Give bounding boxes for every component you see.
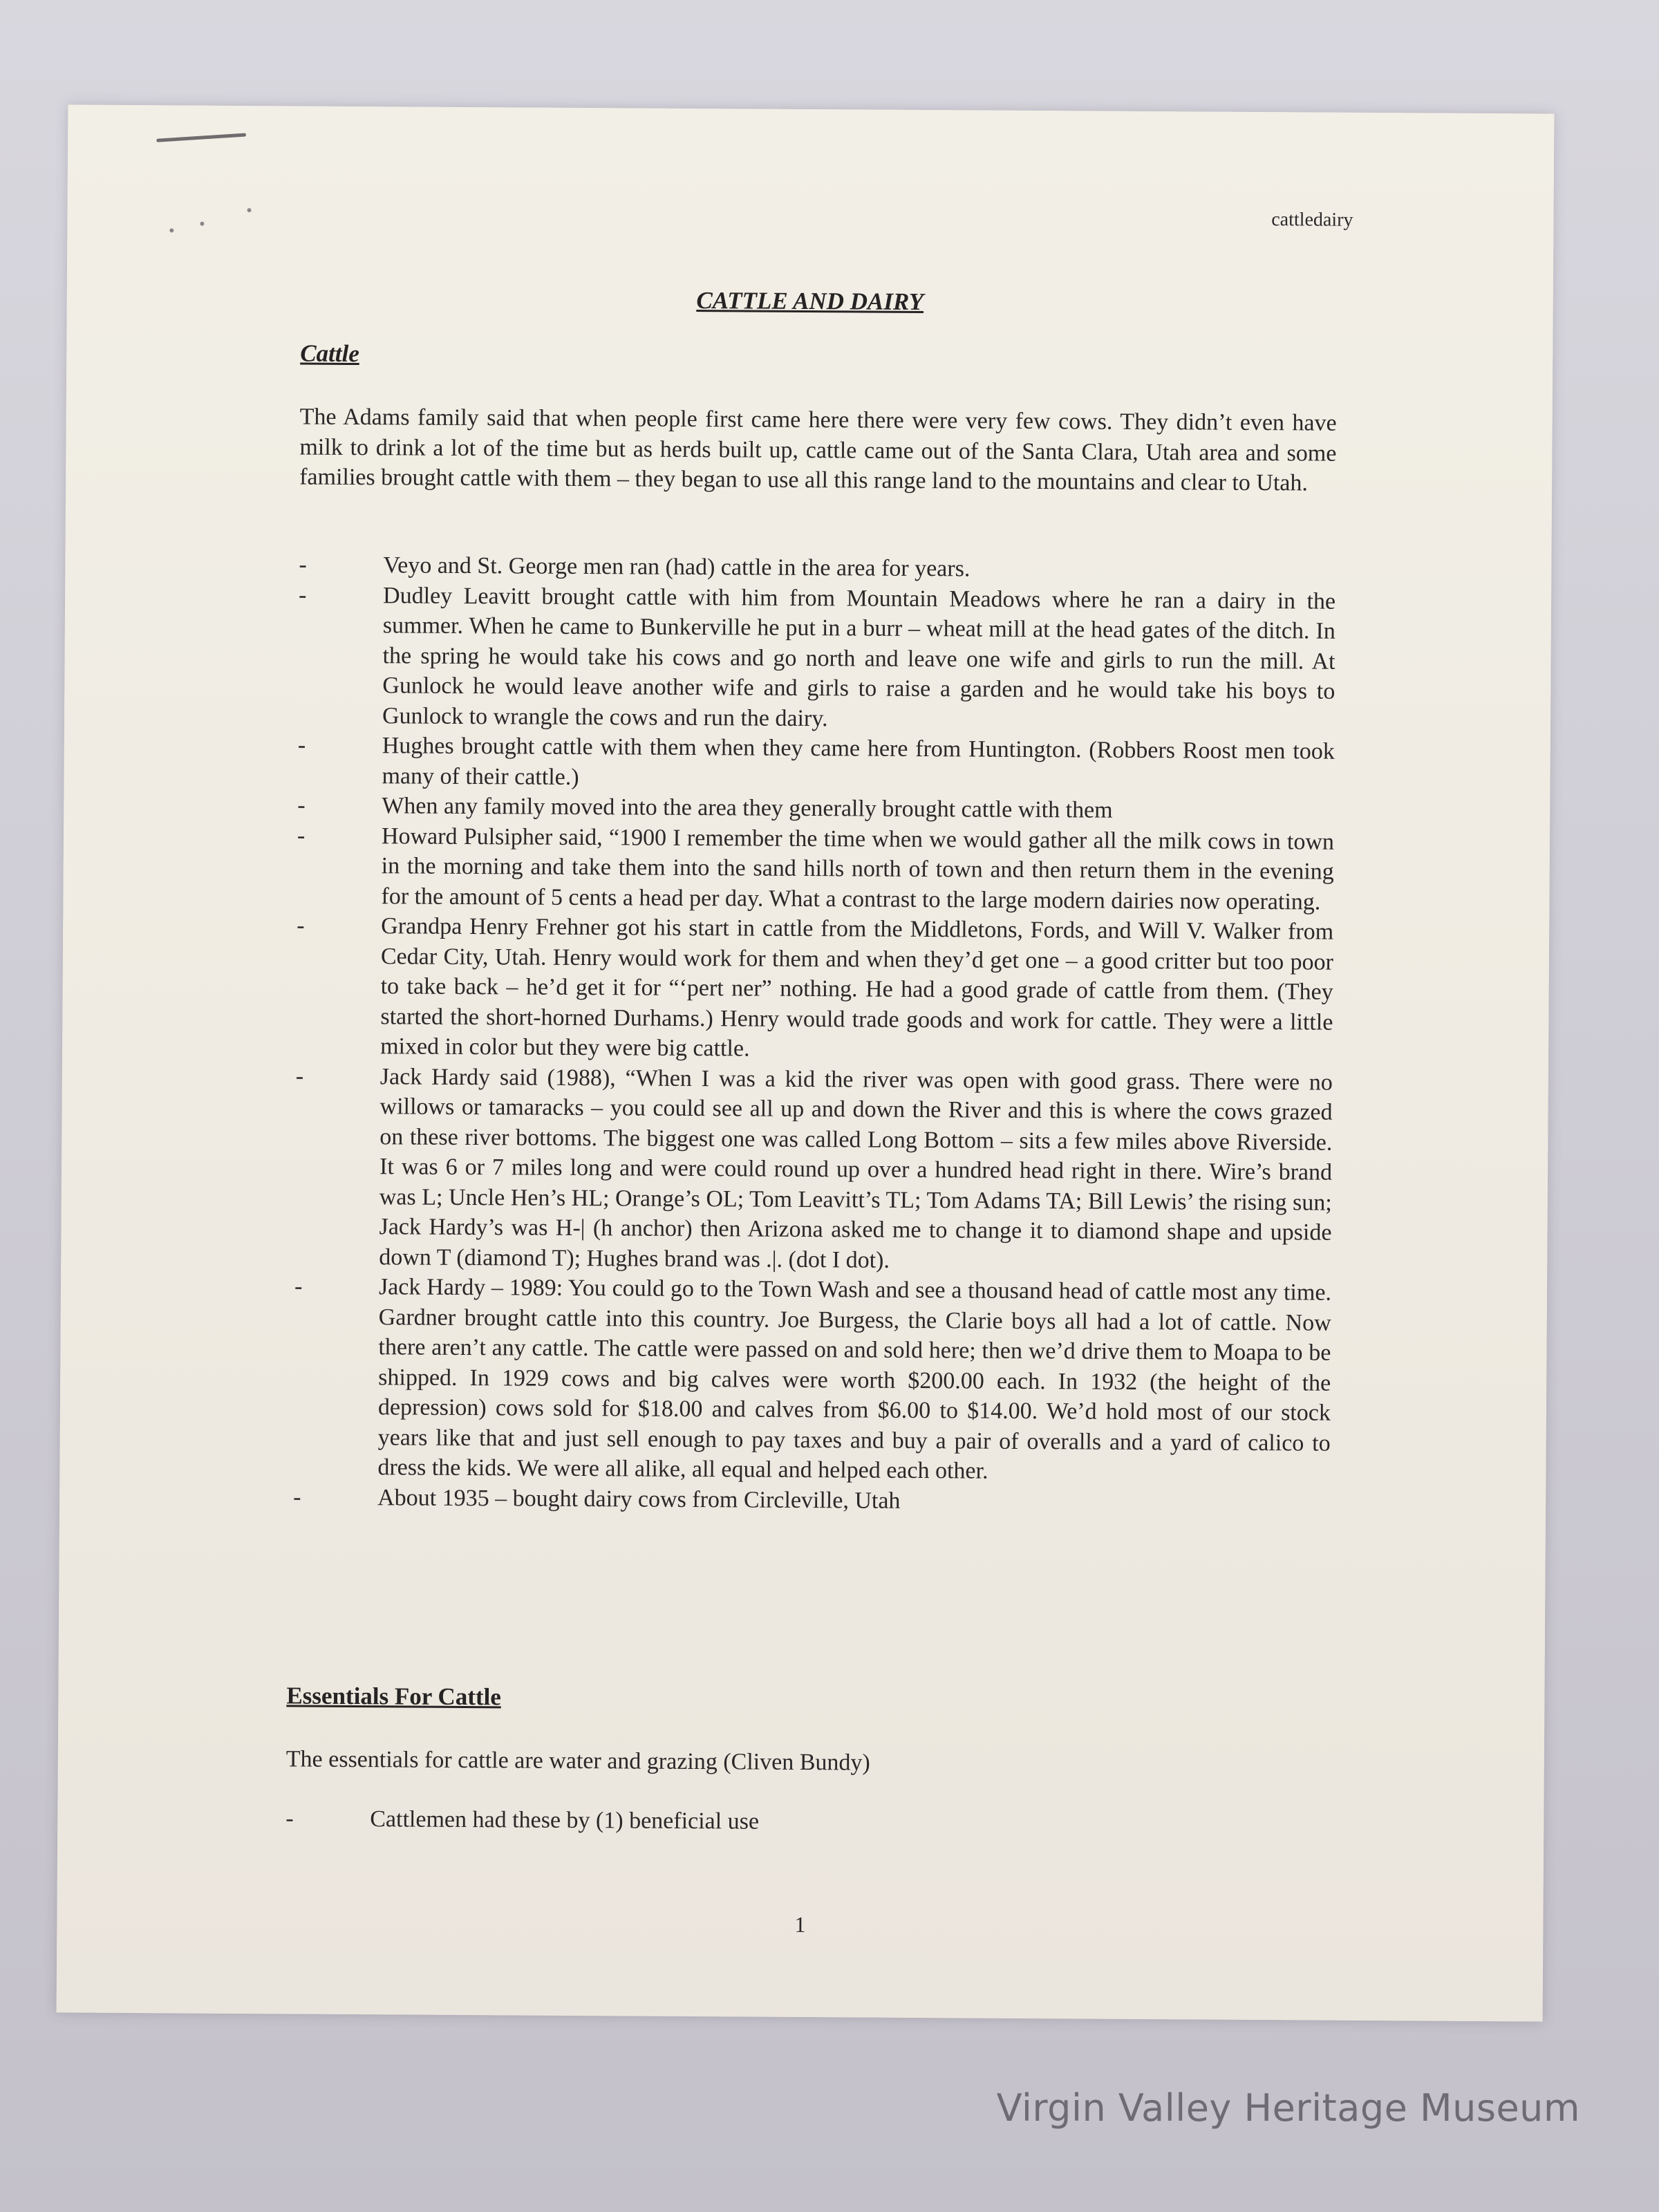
list-item-text: Jack Hardy said (1988), “When I was a kid the river was open with good grass. There were no willows or tamaracks – you could see all up and down the River and this is where the cows grazed on these river bottoms. The biggest one was called Long Bottom – sits a few miles above Riverside. It was 6 or 7 miles long and were could round up over a hundred head right in there. Wire’s brand was L; Uncle Hen’s HL; Orange’s OL; Tom Leavitt’s TL; Tom Adams TA; Bill Lewis’ the rising sun; Jack Hardy’s was H-| (h anchor) then Arizona asked me to change it to diamond shape and upside down T (diamond T); Hughes brand was .|. (dot I dot). <box>379 1063 1333 1273</box>
staple-mark <box>156 133 246 142</box>
section-heading-cattle: Cattle <box>300 339 359 368</box>
cattle-intro-paragraph: The Adams family said that when people first came here there were very few cows. They didn’t even have milk to drink a lot of the time but as herds built up, cattle came out of the Santa Clara, Utah area and some families brought cattle with them – they began to use all this range land to the mountains and clear to Utah. <box>299 404 1337 496</box>
list-item <box>297 821 1334 917</box>
list-dash: - <box>285 1806 294 1832</box>
paper-speck <box>200 222 204 226</box>
list-item <box>293 1271 1331 1488</box>
list-dash: - <box>297 792 306 818</box>
list-item-text: Hughes brought cattle with them when they came here from Huntington. (Robbers Roost men took many of their cattle.) <box>382 733 1335 790</box>
list-item-text: Cattlemen had these by (1) beneficial use <box>370 1806 760 1835</box>
list-dash: - <box>295 1062 304 1089</box>
museum-watermark: Virgin Valley Heritage Museum <box>996 2086 1580 2130</box>
essentials-bullet-list <box>285 1803 1322 1840</box>
list-dash: - <box>297 732 306 758</box>
essentials-paragraph: The essentials for cattle are water and grazing (Cliven Bundy) <box>285 1746 870 1776</box>
list-dash: - <box>299 552 307 578</box>
list-item-text: Grandpa Henry Frehner got his start in cattle from the Middletons, Fords, and Will V. Walker from Cedar City, Utah. Henry would work for them and when they’d get one – a good critter but too poor to take back – he’d get it for “‘pert ner” nothing. He had a good grade of cattle from them. (They started the short-horned Durhams.) Henry would trade goods and work for cattle. They were a little mixed in color but they were big cattle. <box>380 913 1334 1062</box>
page-number: 1 <box>794 1911 806 1938</box>
list-item <box>298 580 1335 737</box>
list-item-text: About 1935 – bought dairy cows from Circleville, Utah <box>377 1484 901 1514</box>
list-item-text: Howard Pulsipher said, “1900 I remember the time when we would gather all the milk cows in town in the morning and take them into the sand hills north of town and then return them in the evening for the amount of 5 cents a head per day. What a contrast to the large modern dairies now operating. <box>381 823 1335 915</box>
running-header: cattledairy <box>1271 209 1353 231</box>
paper-speck <box>169 228 174 232</box>
list-item <box>297 731 1335 797</box>
list-item <box>285 1803 1322 1840</box>
list-item-text: When any family moved into the area they generally brought cattle with them <box>382 793 1113 823</box>
list-item <box>294 1061 1333 1278</box>
section-heading-essentials: Essentials For Cattle <box>286 1682 501 1711</box>
list-dash: - <box>299 582 307 608</box>
document-page <box>57 104 1555 2021</box>
list-dash: - <box>297 912 305 939</box>
cattle-bullet-list <box>293 550 1335 1519</box>
list-dash: - <box>294 1273 303 1300</box>
paper-speck <box>247 208 252 212</box>
document-title: CATTLE AND DAIRY <box>696 287 924 316</box>
list-dash: - <box>297 823 306 849</box>
list-item-text: Veyo and St. George men ran (had) cattle in the area for years. <box>383 552 971 582</box>
list-item-text: Jack Hardy – 1989: You could go to the Town Wash and see a thousand head of cattle most any time. Gardner brought cattle into this country. Joe Burgess, the Clarie boys all had a lot of cattle. Now there aren’t any cattle. The cattle were passed on and sold here; then we’d drive them to Moapa to be shipped. In 1929 cows and big calves were worth $200.00 each. In 1932 (the height of the depression) cows sold for $18.00 and calves from $6.00 to $14.00. We’d hold most of our stock years like that and just sell enough to pay taxes and buy a pair of overalls and a yard of calico to dress the kids. We were all alike, all equal and helped each other. <box>377 1274 1332 1484</box>
list-dash: - <box>293 1483 301 1510</box>
list-item <box>296 911 1333 1068</box>
list-item-text: Dudley Leavitt brought cattle with him from Mountain Meadows where he ran a dairy in the summer. When he came to Bunkerville he put in a burr – wheat mill at the head gates of the ditch. In the spring he would take his cows and go north and leave one wife and girls to run the mill. At Gunlock he would leave another wife and girls to raise a garden and he would take his boys to Gunlock to wrangle the cows and run the dairy. <box>382 582 1336 731</box>
list-item <box>293 1482 1330 1519</box>
